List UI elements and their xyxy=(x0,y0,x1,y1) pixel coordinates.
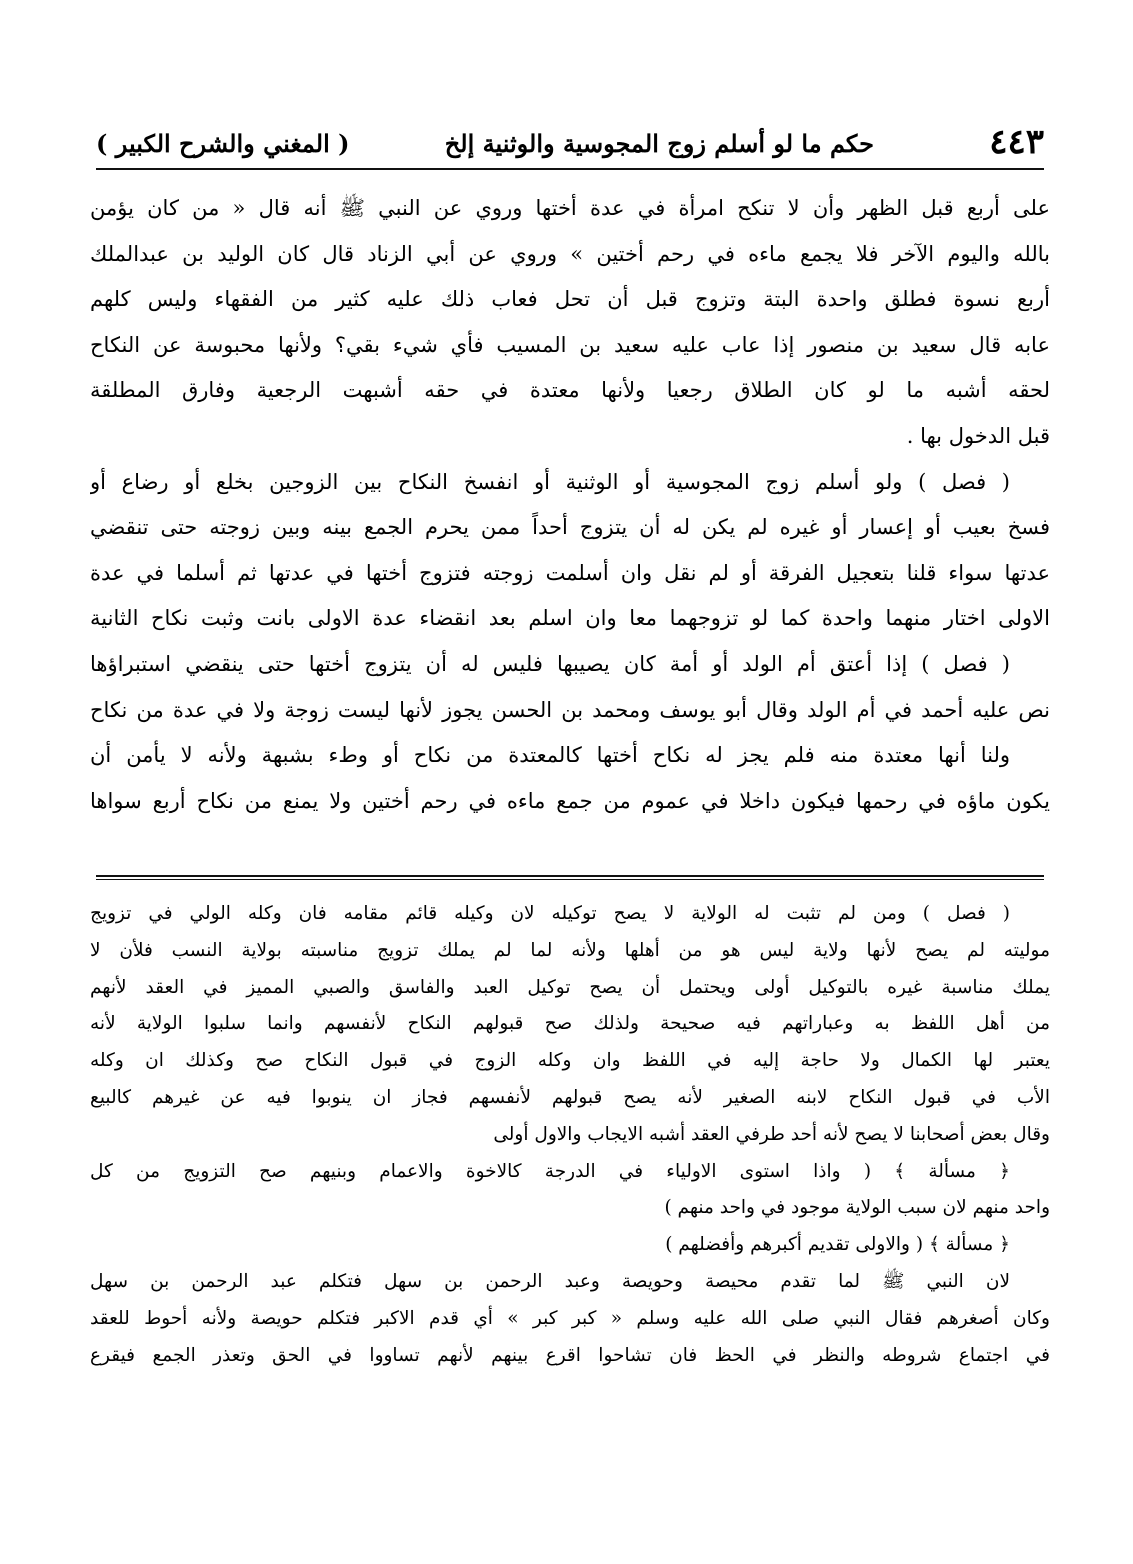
commentary-line: يملك مناسبة غيره بالتوكيل أولى ويحتمل أن يصح توكيل العبد والفاسق والصبي المميز في العقد لأنهم xyxy=(90,976,1050,998)
commentary-text xyxy=(90,896,1050,1374)
header-rule xyxy=(96,168,1044,170)
main-text-line: ولنا أنها معتدة منه فلم يجز له نكاح أختها كالمعتدة من نكاح أو وطء بشبهة ولأنه لا يأمن أن xyxy=(90,743,1010,768)
book-title: ( المغني والشرح الكبير ) xyxy=(96,129,350,158)
main-text-line: عدتها سواء قلنا بتعجيل الفرقة أو لم نقل وان أسلمت زوجته فتزوج أختها في عدتها ثم أسلما في عدة xyxy=(90,560,1050,585)
section-separator xyxy=(96,875,1044,880)
main-text-line: ( فصل ) ولو أسلم زوج المجوسية أو الوثنية أو انفسخ النكاح بين الزوجين بخلع أو رضاع أو xyxy=(90,469,1010,494)
commentary-line: ﴿ مسألة ﴾ ( والاولى تقديم أكبرهم وأفضلهم ) xyxy=(665,1234,1010,1256)
main-text-line: فسخ بعيب أو إعسار أو غيره لم يكن له أن يتزوج أحداً ممن يحرم الجمع بينه وبين زوجته حتى تنقضي xyxy=(90,515,1050,540)
main-text xyxy=(90,186,1050,824)
commentary-line: موليته لم يصح لأنها ولاية ليس هو من أهلها ولأنه لما لم يملك تزويج مناسبته بولاية النسب فلأن لا xyxy=(90,939,1050,961)
commentary-line: وكان أصغرهم فقال النبي صلى الله عليه وسلم « كبر كبر » أي قدم الاكبر فتكلم حويصة ولأنه أحوط للعقد xyxy=(90,1307,1050,1329)
running-title: حكم ما لو أسلم زوج المجوسية والوثنية إلخ xyxy=(444,129,874,158)
page-header xyxy=(96,118,1044,166)
main-text-line: على أربع قبل الظهر وأن لا تنكح امرأة في عدة أختها وروي عن النبي ﷺ أنه قال « من كان يؤمن xyxy=(90,196,1050,220)
commentary-line: واحد منهم لان سبب الولاية موجود في واحد منهم ) xyxy=(664,1197,1050,1219)
page-number: ٤٤٣ xyxy=(989,122,1044,162)
commentary-line: لان النبي ﷺ لما تقدم محيصة وحويصة وعبد الرحمن بن سهل فتكلم عبد الرحمن بن سهل xyxy=(90,1270,1010,1292)
main-text-line: نص عليه أحمد في أم الولد وقال أبو يوسف ومحمد بن الحسن يجوز لأنها ليست زوجة ولا في عدة من نكاح xyxy=(90,697,1050,722)
commentary-line: ﴿ مسألة ﴾ ( واذا استوى الاولياء في الدرجة كالاخوة والاعمام وبنيهم صح التزويج من كل xyxy=(90,1160,1010,1182)
commentary-line: الأب في قبول النكاح لابنه الصغير لأنه يصح قبولهم لأنفسهم فجاز ان ينوبوا فيه عن غيرهم كالبيع xyxy=(90,1086,1050,1108)
main-text-line: ( فصل ) إذا أعتق أم الولد أو أمة كان يصيبها فليس له أن يتزوج أختها حتى ينقضي استبراؤها xyxy=(90,651,1010,676)
main-text-line: بالله واليوم الآخر فلا يجمع ماءه في رحم أختين » وروي عن أبي الزناد قال كان الوليد بن عبدالملك xyxy=(90,241,1050,266)
main-text-line: عابه قال سعيد بن منصور إذا عاب عليه سعيد بن المسيب فأي شيء بقي؟ ولأنها محبوسة عن النكاح xyxy=(90,332,1050,357)
commentary-line: من أهل اللفظ به وعباراتهم فيه صحيحة ولذلك صح قبولهم النكاح لأنفسهم وانما سلبوا الولاية لأنه xyxy=(90,1013,1050,1035)
main-text-line: لحقه أشبه ما لو كان الطلاق رجعيا ولأنها معتدة في حقه أشبهت الرجعية وفارق المطلقة xyxy=(90,378,1050,403)
commentary-line: في اجتماع شروطه والنظر في الحظ فان تشاحوا اقرع بينهم لأنهم تساووا في الحق وتعذر الجمع فيقرع xyxy=(90,1344,1050,1366)
main-text-line: أربع نسوة فطلق واحدة البتة وتزوج قبل أن تحل فعاب ذلك عليه كثير من الفقهاء وليس كلهم xyxy=(90,287,1050,312)
main-text-line: الاولى اختار منهما واحدة كما لو تزوجهما معا وان اسلم بعد انقضاء عدة الاولى بانت وثبت نكاح الثانية xyxy=(90,606,1050,631)
commentary-line: ( فصل ) ومن لم تثبت له الولاية لا يصح توكيله لان وكيله قائم مقامه فان وكله الولي في تزويج xyxy=(90,903,1010,924)
commentary-line: يعتبر لها الكمال ولا حاجة إليه في اللفظ وان وكله الزوج في قبول النكاح صح وكذلك ان وكله xyxy=(90,1050,1050,1072)
commentary-line: وقال بعض أصحابنا لا يصح لأنه أحد طرفي العقد أشبه الايجاب والاول أولى xyxy=(493,1123,1050,1145)
main-text-line: يكون ماؤه في رحمها فيكون داخلا في عموم من جمع ماءه في رحم أختين ولا يمنع من نكاح أربع سواها xyxy=(90,788,1050,813)
main-text-line: قبل الدخول بها . xyxy=(906,423,1050,448)
